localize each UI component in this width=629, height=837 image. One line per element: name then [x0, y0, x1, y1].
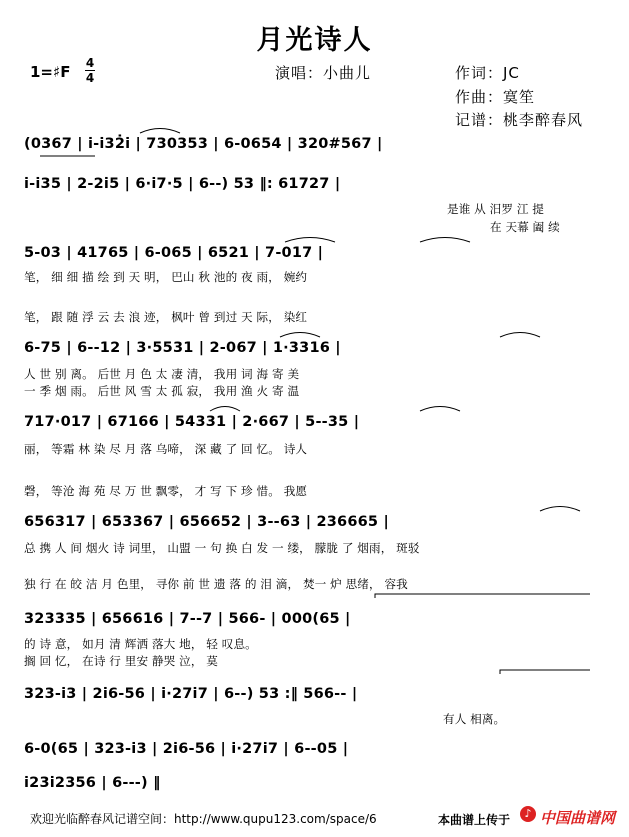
- lyric-line-a2: 在 天幕 阖 续: [490, 220, 560, 234]
- lyric-line-b2: 笔， 跟 随 浮 云 去 浪 迹， 枫叶 曾 到过 天 际， 染红: [24, 310, 308, 324]
- composer-credit: 作曲：寞笙: [455, 88, 536, 106]
- music-line-9: 6‑0(65 | 323‑i̇3 | 2i̇6‑56 | i̇·27i̇7 | 6‑‑05 |: [24, 741, 349, 757]
- transcriber-credit: 记谱：桃李醉春风: [455, 111, 584, 129]
- lyric-line-d1: 丽， 等霜 林 染 尽 月 落 乌啼， 深 藏 了 回 忆。 诗人: [24, 442, 308, 456]
- footer-welcome: 欢迎光临醉春风记谱空间：http://www.qupu123.com/space/6: [30, 812, 377, 826]
- lyric-line-b1: 笔， 细 细 描 绘 到 天 明， 巴山 秋 池的 夜 雨， 婉约: [24, 270, 308, 284]
- key-signature: 1=♯F: [30, 63, 71, 81]
- music-line-1: (0367 | i̇‑i̇32̇i̇ | 730353 | 6‑0654 | 320#567 |: [24, 136, 383, 152]
- tie: [210, 407, 240, 412]
- singer-credit: 演唱：小曲儿: [275, 64, 372, 82]
- music-line-2: i̇‑i̇35 | 2‑2i̇5 | 6·i̇7·5 | 6‑‑) 53 ‖: 61727 |: [24, 176, 341, 192]
- lyric-line-e1: 总 携 人 间 烟火 诗 词里， 山盟 一 句 换 白 发 一 缕， 朦胧 了 烟雨， 斑驳: [24, 541, 420, 555]
- time-signature-top: 4: [85, 56, 95, 70]
- lyricist-credit: 作词：JC: [455, 64, 520, 82]
- tie: [540, 507, 580, 512]
- lyric-line-a1: 是谁 从 汨罗 江 提: [447, 202, 544, 216]
- music-line-7: 323335 | 656616 | 7‑‑7 | 566‑ | 000(65 |: [24, 611, 351, 627]
- tie: [140, 129, 180, 134]
- tie: [285, 238, 335, 243]
- lyric-line-f2: 搁 回 忆， 在诗 行 里安 静哭 泣， 莫: [24, 654, 218, 668]
- lyric-line-e2: 独 行 在 皎 洁 月 色里， 寻你 前 世 遗 落 的 泪 滴， 焚一 炉 思绪， 容我: [24, 577, 408, 591]
- upload-note: 本曲谱上传于: [438, 813, 511, 827]
- lyric-line-c1: 人 世 别 离。 后世 月 色 太 凄 清， 我用 词 海 寄 美: [24, 367, 300, 381]
- music-line-8: 323‑i̇3 | 2i̇6‑56 | i̇·27i̇7 | 6‑‑) 53 :‖ 566‑‑ |: [24, 686, 358, 702]
- tie: [500, 333, 540, 338]
- music-line-4: 6‑75 | 6‑‑12 | 3·5531 | 2‑067 | 1·3316 |: [24, 340, 341, 356]
- lyric-line-d2: 磬， 等沧 海 苑 尽 万 世 飘零， 才 写 下 珍 惜。 我愿: [24, 484, 308, 498]
- volta-2: [500, 670, 590, 674]
- site-logo-icon: ♪: [520, 806, 536, 822]
- lyric-line-c2: 一 季 烟 雨。 后世 风 雪 太 孤 寂， 我用 渔 火 寄 温: [24, 384, 300, 398]
- lyric-line-f1: 的 诗 意， 如月 清 辉洒 落大 地， 轻 叹息。: [24, 637, 257, 651]
- time-signature-bottom: 4: [85, 71, 95, 85]
- site-logo-text[interactable]: 中国曲谱网: [540, 809, 616, 827]
- music-line-3: 5‑03 | 41765 | 6‑065 | 6521 | 7‑017 |: [24, 245, 324, 261]
- tie: [420, 407, 460, 412]
- music-line-5: 717·017 | 67166 | 54331 | 2·667 | 5‑‑35 |: [24, 414, 360, 430]
- lyric-line-g1: 有人 相离。: [443, 712, 506, 726]
- tie: [280, 333, 320, 338]
- music-line-10: i̇23i̇2356 | 6‑‑‑) ‖: [24, 775, 161, 791]
- music-line-6: 656317 | 653367 | 656652 | 3‑‑63 | 236665 |: [24, 514, 389, 530]
- volta-1: [375, 594, 590, 598]
- score-title: 月光诗人: [256, 25, 373, 56]
- tie: [420, 238, 470, 243]
